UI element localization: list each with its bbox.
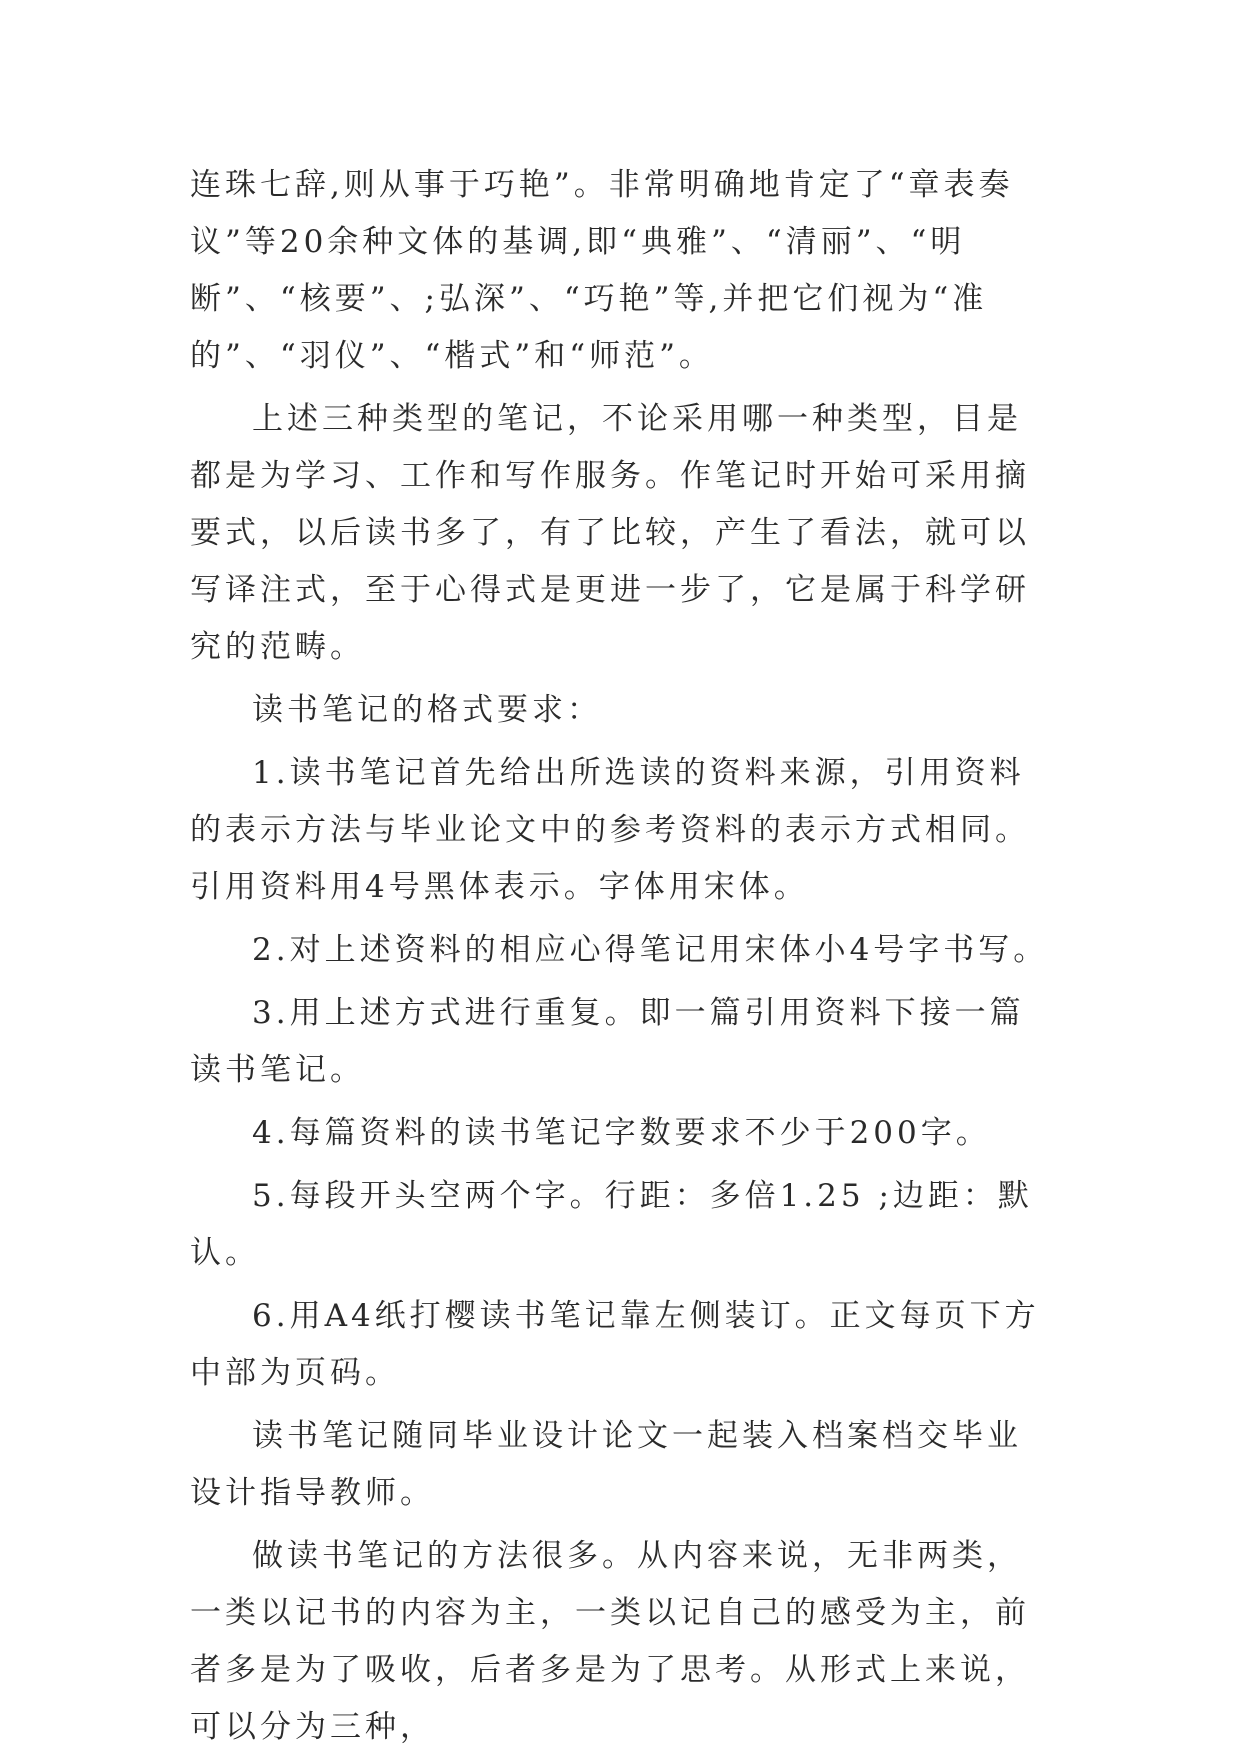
paragraph-note-methods: 做读书笔记的方法很多。从内容来说，无非两类，一类以记书的内容为主，一类以记自己的感受为主，前者多是为了吸收，后者多是为了思考。从形式上来说，可以分为三种， bbox=[190, 1538, 1030, 1745]
format-rule-5: 5.每段开头空两个字。行距：多倍1.25 ;边距：默认。 bbox=[190, 1178, 1033, 1271]
paragraph-format-heading: 读书笔记的格式要求： bbox=[252, 692, 602, 728]
format-rule-6: 6.用A4纸打樱读书笔记靠左侧装订。正文每页下方中部为页码。 bbox=[190, 1298, 1040, 1391]
paragraph-continued: 连珠七辞,则从事于巧艳”。非常明确地肯定了“章表奏议”等20余种文体的基调,即“典雅”、“清丽”、“明断”、“核要”、;弘深”、“巧艳”等,并把它们视为“准的”、“羽仪”、“楷式”和“师范”。 bbox=[190, 167, 1014, 374]
format-rule-3: 3.用上述方式进行重复。即一篇引用资料下接一篇读书笔记。 bbox=[190, 995, 1025, 1088]
format-rule-1: 1.读书笔记首先给出所选读的资料来源，引用资料的表示方法与毕业论文中的参考资料的表示方式相同。引用资料用4号黑体表示。字体用宋体。 bbox=[190, 755, 1030, 905]
document-body bbox=[190, 157, 1050, 1762]
paragraph-note-types: 上述三种类型的笔记，不论采用哪一种类型，目是都是为学习、工作和写作服务。作笔记时开始可采用摘要式，以后读书多了，有了比较，产生了看法，就可以写译注式，至于心得式是更进一步了，它是属于科学研究的范畴。 bbox=[190, 401, 1030, 665]
format-rule-4: 4.每篇资料的读书笔记字数要求不少于200字。 bbox=[252, 1115, 991, 1151]
paragraph-submission: 读书笔记随同毕业设计论文一起装入档案档交毕业设计指导教师。 bbox=[190, 1418, 1022, 1511]
format-rule-2: 2.对上述资料的相应心得笔记用宋体小4号字书写。 bbox=[252, 932, 1049, 968]
